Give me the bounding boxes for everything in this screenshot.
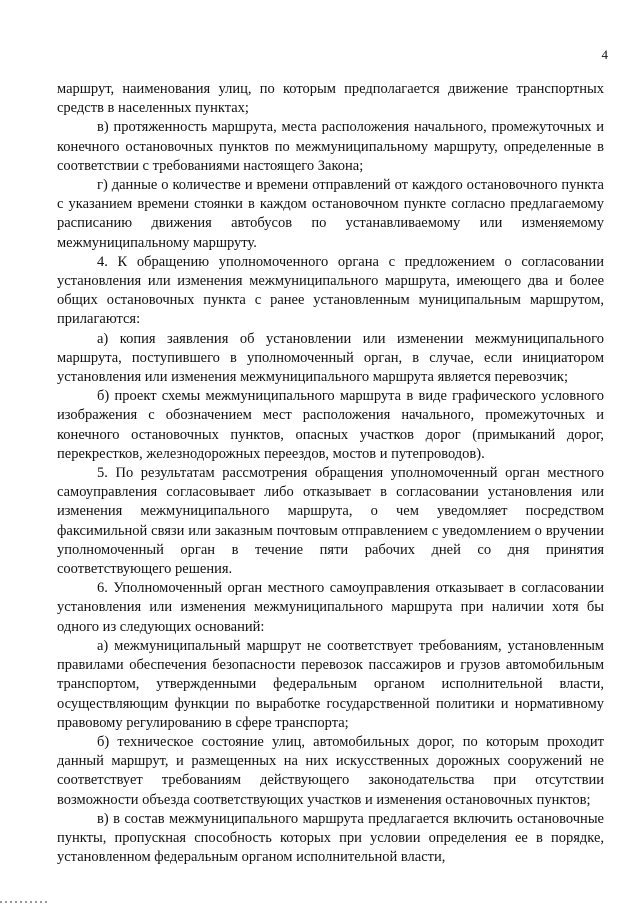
- paragraph-item-a: а) межмуниципальный маршрут не соответствует требованиям, установленным правилами обеспечения безопасности перевозок пассажиров и грузов автомобильным транспортом, утвержденными федеральным органом исполнительной власти, осуществляющим функции по выработке государственной политики и нормативному правовому регулированию в сфере транспорта;: [57, 637, 604, 731]
- paragraph-item-a: а) копия заявления об установлении или изменении межмуниципального маршрута, поступившего в уполномоченный орган, в случае, если инициатором установления или изменения межмуниципального маршрута является перевозчик;: [57, 330, 604, 386]
- paragraph-item-b: б) проект схемы межмуниципального маршрута в виде графического условного изображения с обозначением мест расположения начального, промежуточных и конечного остановочных пунктов, опасных участков дорог (примыканий дорог, перекрестков, железнодорожных переездов, мостов и путепроводов).: [57, 388, 604, 462]
- paragraph-item-g: г) данные о количестве и времени отправлений от каждого остановочного пункта с указанием времени стоянки в каждом остановочном пункте согласно предлагаемому расписанию движения автобусов по устанавливаемому или изменяемому межмуниципальному маршруту.: [57, 177, 604, 251]
- document-text: [57, 80, 604, 867]
- paragraph-continuation: маршрут, наименования улиц, по которым предполагается движение транспортных средств в населенных пунктах;: [57, 81, 604, 117]
- scan-artifact: [0, 901, 50, 903]
- paragraph-section-5: 5. По результатам рассмотрения обращения уполномоченный орган местного самоуправления согласовывает либо отказывает в согласовании установления или изменения межмуниципального маршрута, о чем уведомляет посредством факсимильной связи или заказным почтовым отправлением с уведомлением о вручении уполномоченный орган в течение пяти рабочих дней со дня принятия соответствующего решения.: [57, 465, 604, 578]
- paragraph-section-4: 4. К обращению уполномоченного органа с предложением о согласовании установления или изменения межмуниципального маршрута, имеющего два и более общих остановочных пункта с ранее установленным муниципальным маршрутом, прилагаются:: [57, 253, 604, 328]
- paragraph-item-v: в) протяженность маршрута, места расположения начального, промежуточных и конечного остановочных пунктов по межмуниципальному маршруту, определенные в соответствии с требованиями настоящего Закона;: [57, 119, 604, 174]
- paragraph-item-v: в) в состав межмуниципального маршрута предлагается включить остановочные пункты, пропускная способность которых при условии определения ее в порядке, установленном федеральным органом исполнительной власти,: [57, 810, 604, 866]
- paragraph-item-b: б) техническое состояние улиц, автомобильных дорог, по которым проходит данный маршрут, и размещенных на них искусственных дорожных сооружений не соответствует требованиям действующего законодательства при отсутствии возможности объезда соответствующих участков и изменения остановочных пунктов;: [57, 733, 604, 808]
- paragraph-section-6: 6. Уполномоченный орган местного самоуправления отказывает в согласовании установления или изменения межмуниципального маршрута при наличии хотя бы одного из следующих оснований:: [57, 580, 604, 635]
- page-number: 4: [601, 47, 608, 62]
